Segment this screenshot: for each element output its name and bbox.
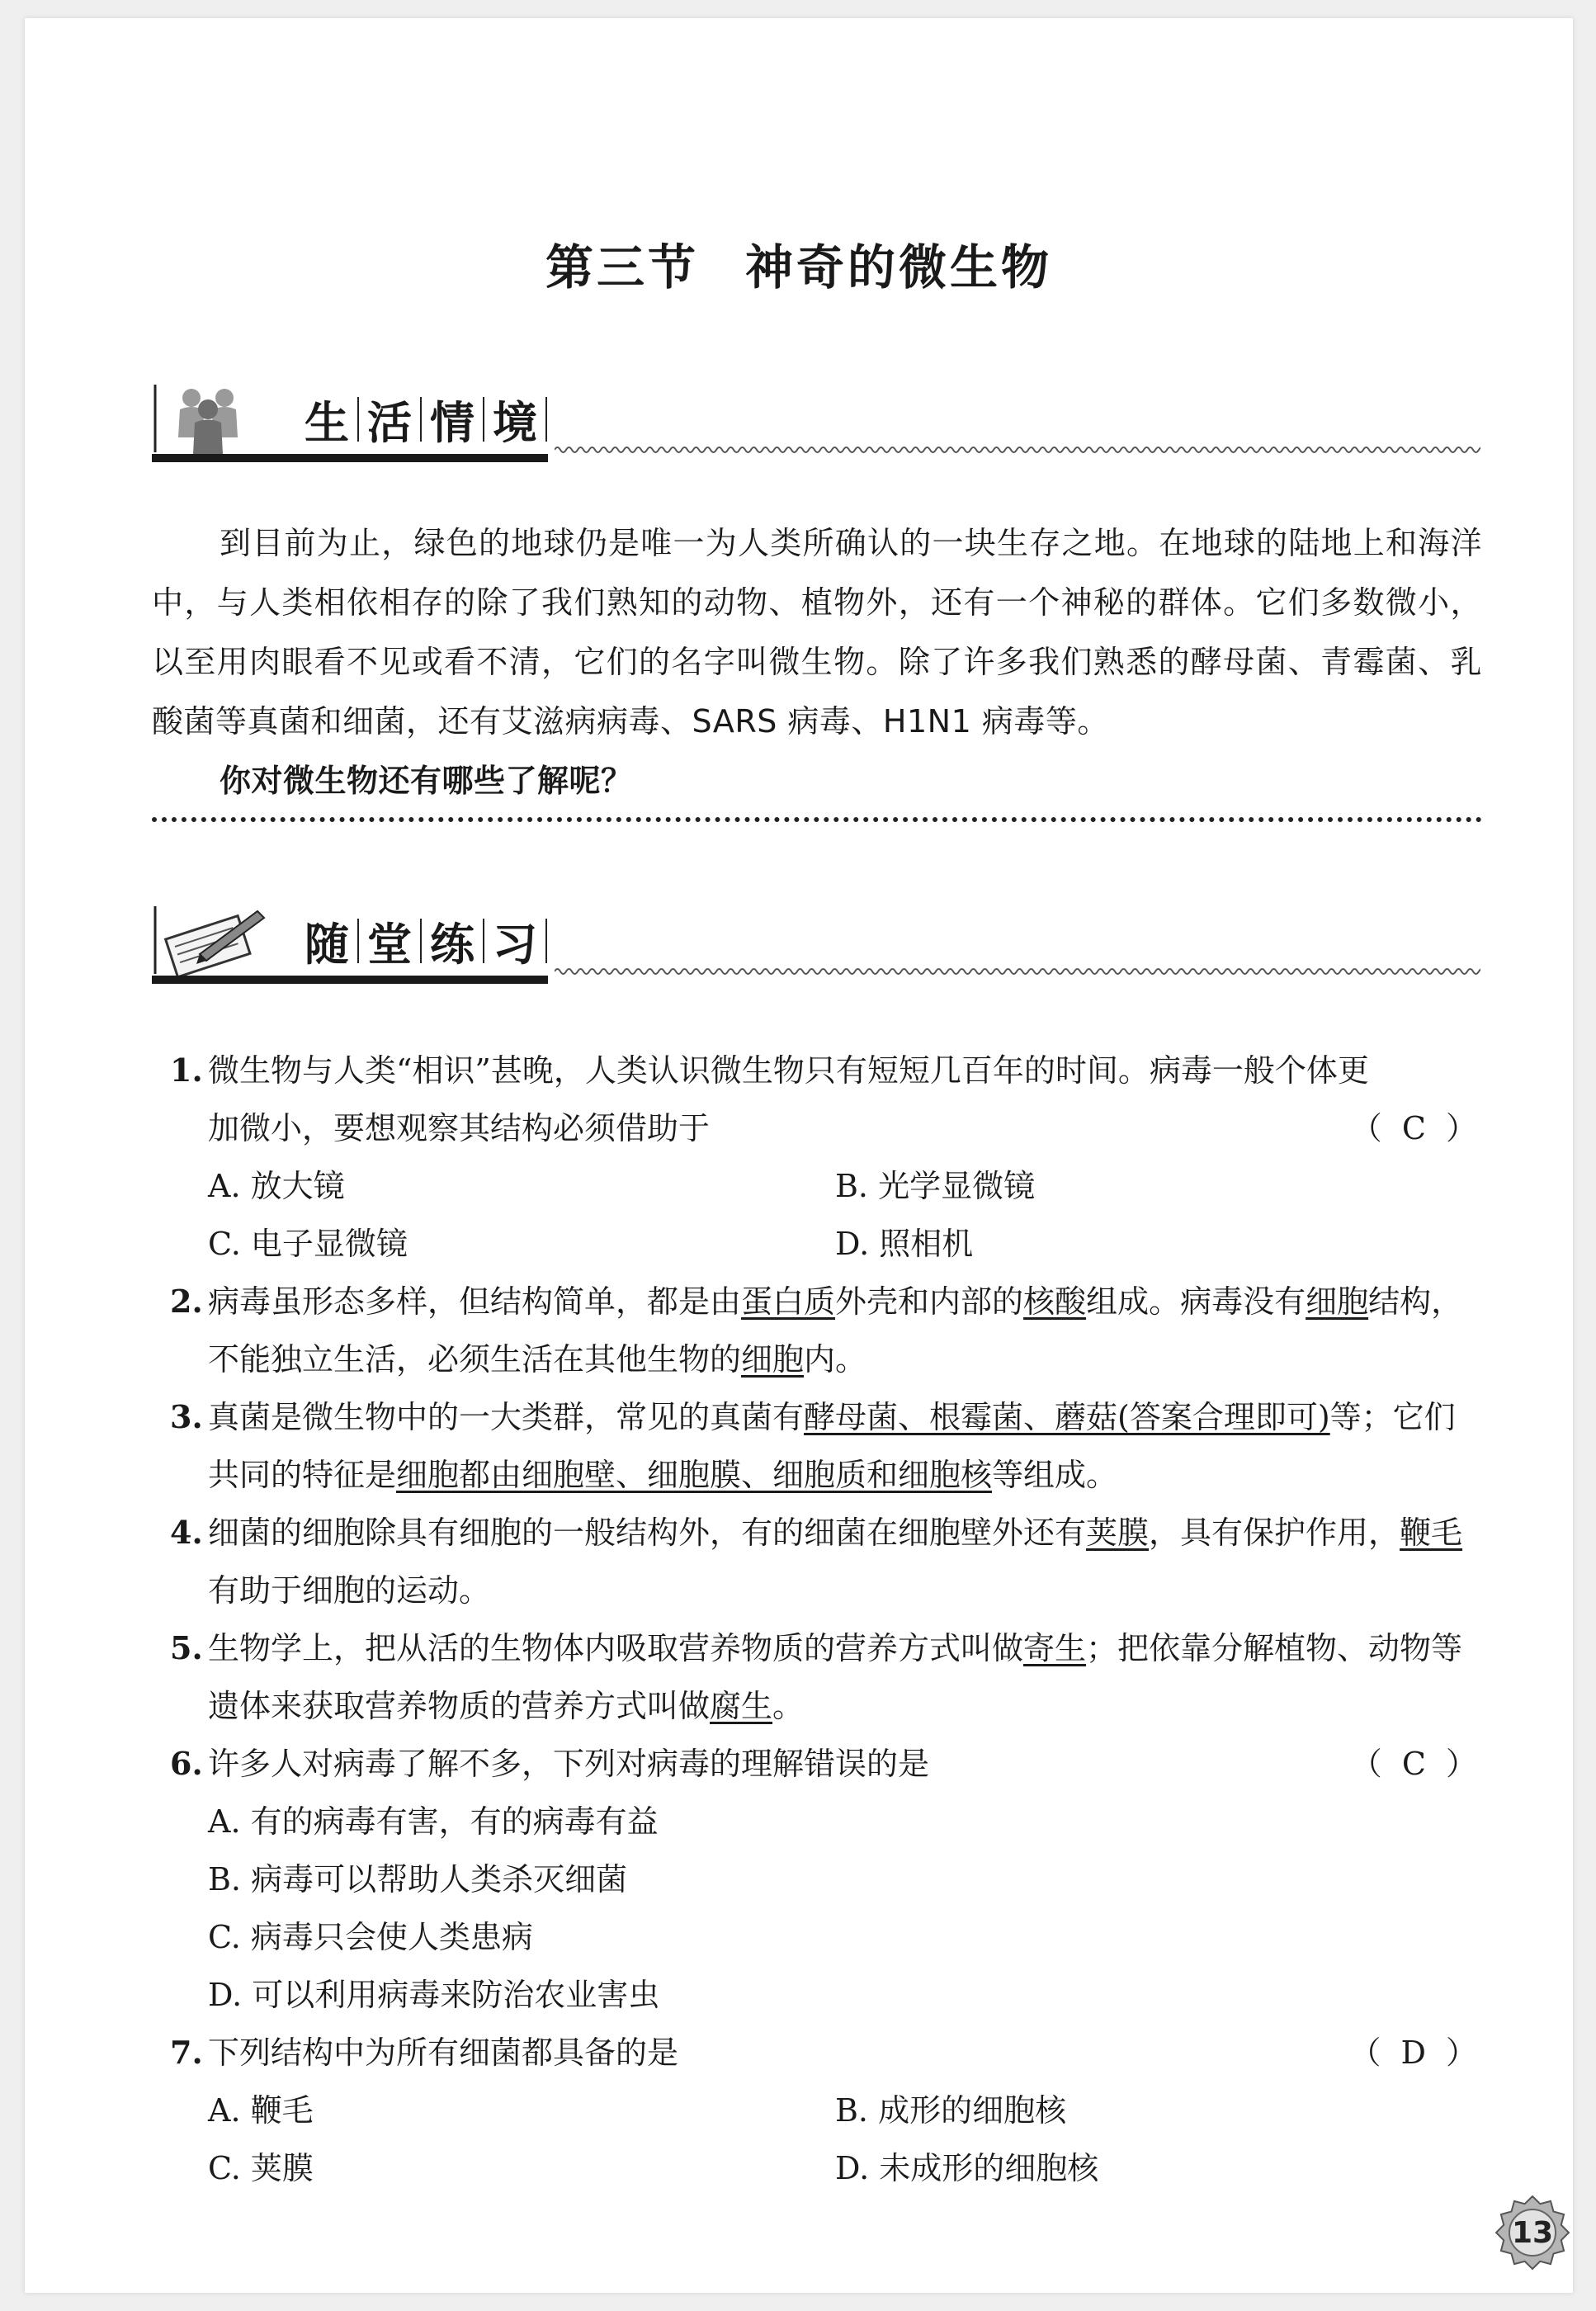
option-d: D. 未成形的细胞核 (835, 2150, 1099, 2186)
question-6: 6. 许多人对病毒了解不多，下列对病毒的理解错误的是 （ C ） A. 有的病毒有害，有的病毒有益 B. 病毒可以帮助人类杀灭细菌 C. 病毒只会使人类患病 D. 可以利用病毒来防治农业害虫 (152, 1735, 1482, 2024)
filled-blank: 核酸 (1023, 1283, 1087, 1320)
wave-divider (555, 444, 1480, 456)
option-c: C. 电子显微镜 (208, 1226, 408, 1262)
option-a: A. 有的病毒有害，有的病毒有益 (208, 1803, 659, 1840)
intro-question: 你对微生物还有哪些了解呢？ (220, 763, 633, 799)
question-5: 5. 生物学上，把从活的生物体内吸取营养物质的营养方式叫做寄生；把依靠分解植物、动物等遗体来获取营养物质的营养方式叫做腐生。 (152, 1619, 1482, 1735)
notebook-pen-icon (152, 901, 276, 977)
option-a: A. 鞭毛 (208, 2092, 314, 2129)
question-stem: 真菌是微生物中的一大类群，常见的真菌有酵母菌、根霉菌、蘑菇(答案合理即可)等；它们共同的特征是细胞都由细胞壁、细胞膜、细胞质和细胞核等组成。 (208, 1399, 1456, 1493)
page (25, 18, 1573, 2293)
question-stem: 下列结构中为所有细菌都具备的是 (208, 2035, 679, 2071)
section-header-practice (152, 901, 1480, 984)
option-d: D. 可以利用病毒来防治农业害虫 (208, 1977, 660, 2013)
option-b: B. 成形的细胞核 (835, 2092, 1067, 2129)
intro-text (152, 513, 1482, 811)
answer-choice: （ D ） (1349, 2035, 1482, 2071)
question-stem: 细菌的细胞除具有细胞的一般结构外，有的细菌在细胞壁外还有荚膜，具有保护作用，鞭毛有助于细胞的运动。 (208, 1515, 1463, 1609)
question-stem: 微生物与人类“相识”甚晚，人类认识微生物只有短短几百年的时间。病毒一般个体更加微小，要想观察其结构必须借助于 (208, 1052, 1369, 1146)
section-number: 第三节 (545, 239, 699, 295)
filled-blank: 细胞 (1306, 1283, 1369, 1320)
option-d: D. 照相机 (835, 1226, 974, 1262)
dotted-divider (152, 817, 1482, 822)
option-c: C. 荚膜 (208, 2150, 314, 2186)
answer-choice: （ C ） (1350, 1110, 1482, 1146)
filled-blank: 腐生 (710, 1688, 773, 1724)
people-icon (152, 380, 276, 456)
options (208, 1793, 1482, 2024)
section-title: 神奇的微生物 (745, 239, 1053, 295)
options (208, 2082, 1482, 2197)
filled-blank: 寄生 (1023, 1630, 1087, 1666)
intro-paragraph: 到目前为止，绿色的地球仍是唯一为人类所确认的一块生存之地。在地球的陆地上和海洋中，与人类相依相存的除了我们熟知的动物、植物外，还有一个神秘的群体。它们多数微小，以至用肉眼看不见或看不清，它们的名字叫微生物。除了许多我们熟悉的酵母菌、青霉菌、乳酸菌等真菌和细菌，还有艾滋病病毒、SARS 病毒、H1N1 病毒等。 (152, 525, 1482, 740)
section-label-practice: 随 堂 练 习 (296, 908, 547, 974)
wave-divider (555, 966, 1480, 977)
section-label-life-context: 生 活 情 境 (296, 386, 547, 452)
options (208, 1157, 1482, 1273)
question-7: 7. 下列结构中为所有细菌都具备的是 （ D ） A. 鞭毛 B. 成形的细胞核 C. 荚膜 D. 未成形的细胞核 (152, 2024, 1482, 2197)
question-2: 2. 病毒虽形态多样，但结构简单，都是由蛋白质外壳和内部的核酸组成。病毒没有细胞结构，不能独立生活，必须生活在其他生物的细胞内。 (152, 1273, 1482, 1388)
option-b: B. 光学显微镜 (835, 1168, 1036, 1204)
page-number: 13 (1511, 2215, 1554, 2250)
page-number-badge (1495, 2195, 1570, 2270)
question-1: 1. 微生物与人类“相识”甚晚，人类认识微生物只有短短几百年的时间。病毒一般个体更加微小，要想观察其结构必须借助于 （ C ） A. 放大镜 B. 光学显微镜 C. 电子显微镜 D. 照相机 (152, 1042, 1482, 1273)
filled-blank: 细胞 (741, 1341, 805, 1378)
question-stem: 许多人对病毒了解不多，下列对病毒的理解错误的是 (208, 1746, 930, 1782)
filled-blank: 荚膜 (1086, 1515, 1150, 1551)
answer-choice: （ C ） (1350, 1746, 1482, 1782)
question-stem: 生物学上，把从活的生物体内吸取营养物质的营养方式叫做寄生；把依靠分解植物、动物等遗体来获取营养物质的营养方式叫做腐生。 (208, 1630, 1463, 1724)
question-stem: 病毒虽形态多样，但结构简单，都是由蛋白质外壳和内部的核酸组成。病毒没有细胞结构，不能独立生活，必须生活在其他生物的细胞内。 (208, 1283, 1463, 1378)
question-4: 4. 细菌的细胞除具有细胞的一般结构外，有的细菌在细胞壁外还有荚膜，具有保护作用，鞭毛有助于细胞的运动。 (152, 1504, 1482, 1619)
option-c: C. 病毒只会使人类患病 (208, 1919, 533, 1955)
filled-blank: 鞭毛 (1400, 1515, 1463, 1551)
filled-blank: 细胞都由细胞壁、细胞膜、细胞质和细胞核 (396, 1457, 993, 1493)
filled-blank: 蛋白质 (741, 1283, 836, 1320)
filled-blank: 酵母菌、根霉菌、蘑菇(答案合理即可) (804, 1399, 1330, 1435)
page-title (25, 229, 1573, 298)
question-list (152, 1042, 1482, 2197)
question-3: 3. 真菌是微生物中的一大类群，常见的真菌有酵母菌、根霉菌、蘑菇(答案合理即可)等；它们共同的特征是细胞都由细胞壁、细胞膜、细胞质和细胞核等组成。 (152, 1388, 1482, 1504)
option-a: A. 放大镜 (208, 1168, 345, 1204)
option-b: B. 病毒可以帮助人类杀灭细菌 (208, 1861, 628, 1897)
section-header-life-context (152, 380, 1480, 462)
